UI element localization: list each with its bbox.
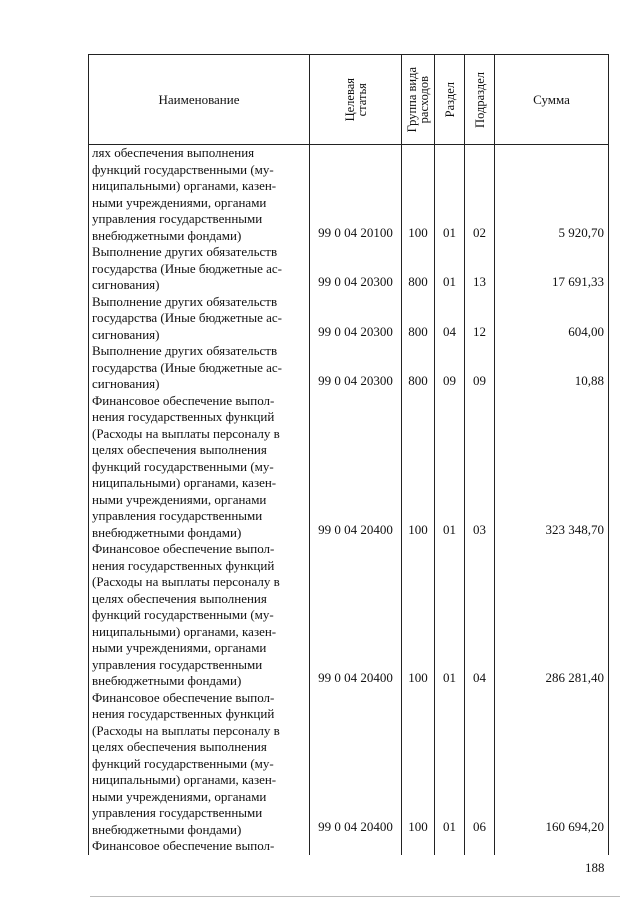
row-expense-group: 100	[402, 541, 435, 690]
row-name	[89, 690, 310, 839]
row-name-line: государства (Иные бюджетные ас-	[92, 260, 282, 276]
row-sum: 17 691,33	[495, 244, 609, 294]
row-name-line: управления государственными	[92, 805, 263, 820]
row-name-line: ными учреждениями, органами	[92, 194, 267, 210]
row-name-line: целях обеспечения выполнения	[92, 739, 267, 754]
row-section: 01	[435, 244, 465, 294]
row-expense-group	[402, 838, 435, 855]
row-target-article: 99 0 04 20300	[310, 343, 402, 393]
row-name-line: Выполнение других обязательств	[92, 293, 278, 309]
row-name-line: нения государственных функций	[92, 706, 275, 721]
row-name-line: ниципальными) органами, казен-	[92, 178, 277, 193]
row-subsection: 09	[465, 343, 495, 393]
row-sum: 604,00	[495, 294, 609, 344]
row-section: 09	[435, 343, 465, 393]
row-name	[89, 145, 310, 245]
row-name-line: ниципальными) органами, казен-	[92, 475, 277, 490]
row-name-line: ными учреждениями, органами	[92, 491, 267, 507]
row-name-line: (Расходы на выплаты персоналу в	[92, 574, 280, 589]
row-name-line: функций государственными (му-	[92, 161, 274, 177]
row-section	[435, 838, 465, 855]
row-name	[89, 541, 310, 690]
table-body	[89, 145, 609, 855]
row-name-line: ниципальными) органами, казен-	[92, 772, 277, 787]
table-header-row	[89, 55, 609, 145]
row-expense-group: 800	[402, 244, 435, 294]
header-section: Раздел	[435, 55, 465, 145]
header-subsection: Подраздел	[465, 55, 495, 145]
row-expense-group: 100	[402, 690, 435, 839]
row-section: 01	[435, 393, 465, 542]
row-name-line: (Расходы на выплаты персоналу в	[92, 722, 280, 738]
header-sum: Сумма	[495, 55, 609, 145]
row-name-line: Выполнение других обязательств	[92, 244, 278, 259]
row-expense-group: 800	[402, 343, 435, 393]
row-name-line: Выполнение других обязательств	[92, 343, 278, 358]
header-name: Наименование	[89, 55, 310, 145]
row-name-line: государства (Иные бюджетные ас-	[92, 359, 282, 375]
table-row	[89, 393, 609, 542]
row-name-line: сигнования)	[92, 277, 160, 292]
row-name-line: управления государственными	[92, 656, 263, 672]
row-sum: 5 920,70	[495, 145, 609, 245]
row-subsection: 03	[465, 393, 495, 542]
row-name-line: целях обеспечения выполнения	[92, 590, 267, 606]
budget-table	[88, 54, 609, 855]
row-name-line: внебюджетными фондами)	[92, 673, 242, 688]
row-target-article: 99 0 04 20400	[310, 541, 402, 690]
row-name-line: государства (Иные бюджетные ас-	[92, 310, 282, 325]
row-name-line: сигнования)	[92, 326, 160, 342]
row-subsection: 04	[465, 541, 495, 690]
row-name-line: Финансовое обеспечение выпол-	[92, 392, 275, 408]
row-target-article: 99 0 04 20100	[310, 145, 402, 245]
row-section: 01	[435, 541, 465, 690]
row-sum: 286 281,40	[495, 541, 609, 690]
row-name-line: функций государственными (му-	[92, 458, 274, 474]
header-target-article: Целевая статья	[310, 55, 402, 145]
row-name-line: целях обеспечения выполнения	[92, 442, 267, 457]
row-sum: 323 348,70	[495, 393, 609, 542]
row-sum: 160 694,20	[495, 690, 609, 839]
row-sum	[495, 838, 609, 855]
row-name-line: нения государственных функций	[92, 409, 275, 424]
row-name-line: ными учреждениями, органами	[92, 788, 267, 804]
row-name-line: Финансовое обеспечение выпол-	[92, 541, 275, 556]
table-row	[89, 145, 609, 245]
table-row	[89, 838, 609, 855]
row-name-line: лях обеспечения выполнения	[92, 145, 255, 160]
bottom-rule	[90, 896, 620, 897]
page-number: 188	[585, 860, 605, 875]
row-target-article	[310, 838, 402, 855]
row-name-line: управления государственными	[92, 508, 263, 523]
row-name	[89, 294, 310, 344]
row-name	[89, 838, 310, 855]
row-name	[89, 343, 310, 393]
row-name-line: ными учреждениями, органами	[92, 640, 267, 655]
row-name-line: внебюджетными фондами)	[92, 227, 242, 243]
row-name-line: внебюджетными фондами)	[92, 524, 242, 540]
row-name	[89, 244, 310, 294]
row-section: 04	[435, 294, 465, 344]
row-subsection	[465, 838, 495, 855]
row-target-article: 99 0 04 20400	[310, 690, 402, 839]
row-name-line: Финансовое обеспечение выпол-	[92, 838, 275, 853]
table-row	[89, 244, 609, 294]
table-row	[89, 343, 609, 393]
row-name-line: функций государственными (му-	[92, 755, 274, 771]
row-sum: 10,88	[495, 343, 609, 393]
row-expense-group: 100	[402, 393, 435, 542]
row-section: 01	[435, 690, 465, 839]
row-name-line: Финансовое обеспечение выпол-	[92, 689, 275, 705]
row-name-line: ниципальными) органами, казен-	[92, 623, 277, 639]
row-expense-group: 800	[402, 294, 435, 344]
row-name-line: (Расходы на выплаты персоналу в	[92, 425, 280, 441]
row-target-article: 99 0 04 20300	[310, 294, 402, 344]
row-expense-group: 100	[402, 145, 435, 245]
table-row	[89, 294, 609, 344]
row-target-article: 99 0 04 20400	[310, 393, 402, 542]
row-target-article: 99 0 04 20300	[310, 244, 402, 294]
table-row	[89, 690, 609, 839]
row-section: 01	[435, 145, 465, 245]
row-name-line: сигнования)	[92, 376, 160, 391]
row-name-line: внебюджетными фондами)	[92, 821, 242, 837]
row-subsection: 13	[465, 244, 495, 294]
row-name-line: управления государственными	[92, 211, 263, 226]
table-row	[89, 541, 609, 690]
row-subsection: 02	[465, 145, 495, 245]
row-subsection: 12	[465, 294, 495, 344]
header-expense-group: Группа вида расходов	[402, 55, 435, 145]
row-name-line: нения государственных функций	[92, 557, 275, 573]
row-name-line: функций государственными (му-	[92, 607, 274, 622]
row-subsection: 06	[465, 690, 495, 839]
row-name	[89, 393, 310, 542]
